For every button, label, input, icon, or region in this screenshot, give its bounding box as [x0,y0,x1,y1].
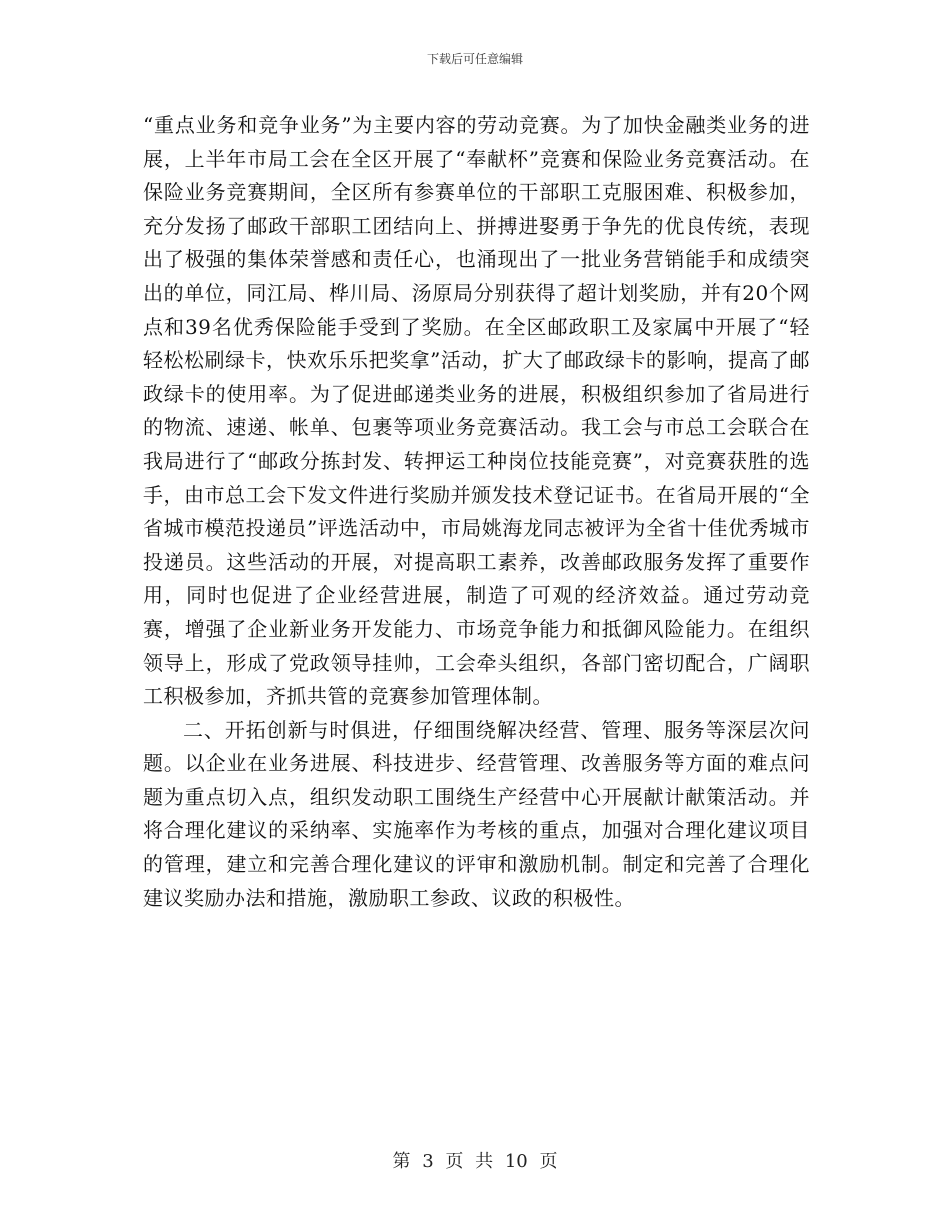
page-header: 下载后可任意编辑 [426,52,523,66]
page-number: 第 3 页 共 10 页 [392,1151,558,1172]
document-body [143,109,810,915]
paragraph-1: “重点业务和竞争业务”为主要内容的劳动竞赛。为了加快金融类业务的进展，上半年市局工会在全区开展了“奉献杯”竞赛和保险业务竞赛活动。在保险业务竞赛期间，全区所有参赛单位的干部职工克服困难、积极参加，充分发扬了邮政干部职工团结向上、拼搏进娶勇于争先的优良传统，表现出了极强的集体荣誉感和责任心，也涌现出了一批业务营销能手和成绩突出的单位，同江局、桦川局、汤原局分别获得了超计划奖励，并有20个网点和39名优秀保险能手受到了奖励。在全区邮政职工及家属中开展了“轻轻松松刷绿卡，快欢乐乐把奖拿”活动，扩大了邮政绿卡的影响，提高了邮政绿卡的使用率。为了促进邮递类业务的进展，积极组织参加了省局进行的物流、速递、帐单、包裹等项业务竞赛活动。我工会与市总工会联合在我局进行了“邮政分拣封发、转押运工种岗位技能竞赛”，对竞赛获胜的选手，由市总工会下发文件进行奖励并颁发技术登记证书。在省局开展的“全省城市模范投递员”评选活动中，市局姚海龙同志被评为全省十佳优秀城市投递员。这些活动的开展，对提高职工素养，改善邮政服务发挥了重要作用，同时也促进了企业经营进展，制造了可观的经济效益。通过劳动竞赛，增强了企业新业务开发能力、市场竞争能力和抵御风险能力。在组织领导上，形成了党政领导挂帅，工会牵头组织，各部门密切配合，广阔职工积极参加，齐抓共管的竞赛参加管理体制。 [143,113,810,709]
paragraph-2: 二、开拓创新与时俱进，仔细围绕解决经营、管理、服务等深层次问题。以企业在业务进展、科技进步、经营管理、改善服务等方面的难点问题为重点切入点，组织发动职工围绕生产经营中心开展献计献策活动。并将合理化建议的采纳率、实施率作为考核的重点，加强对合理化建议项目的管理，建立和完善合理化建议的评审和激励机制。制定和完善了合理化建议奖励办法和措施，激励职工参政、议政的积极性。 [143,717,810,910]
